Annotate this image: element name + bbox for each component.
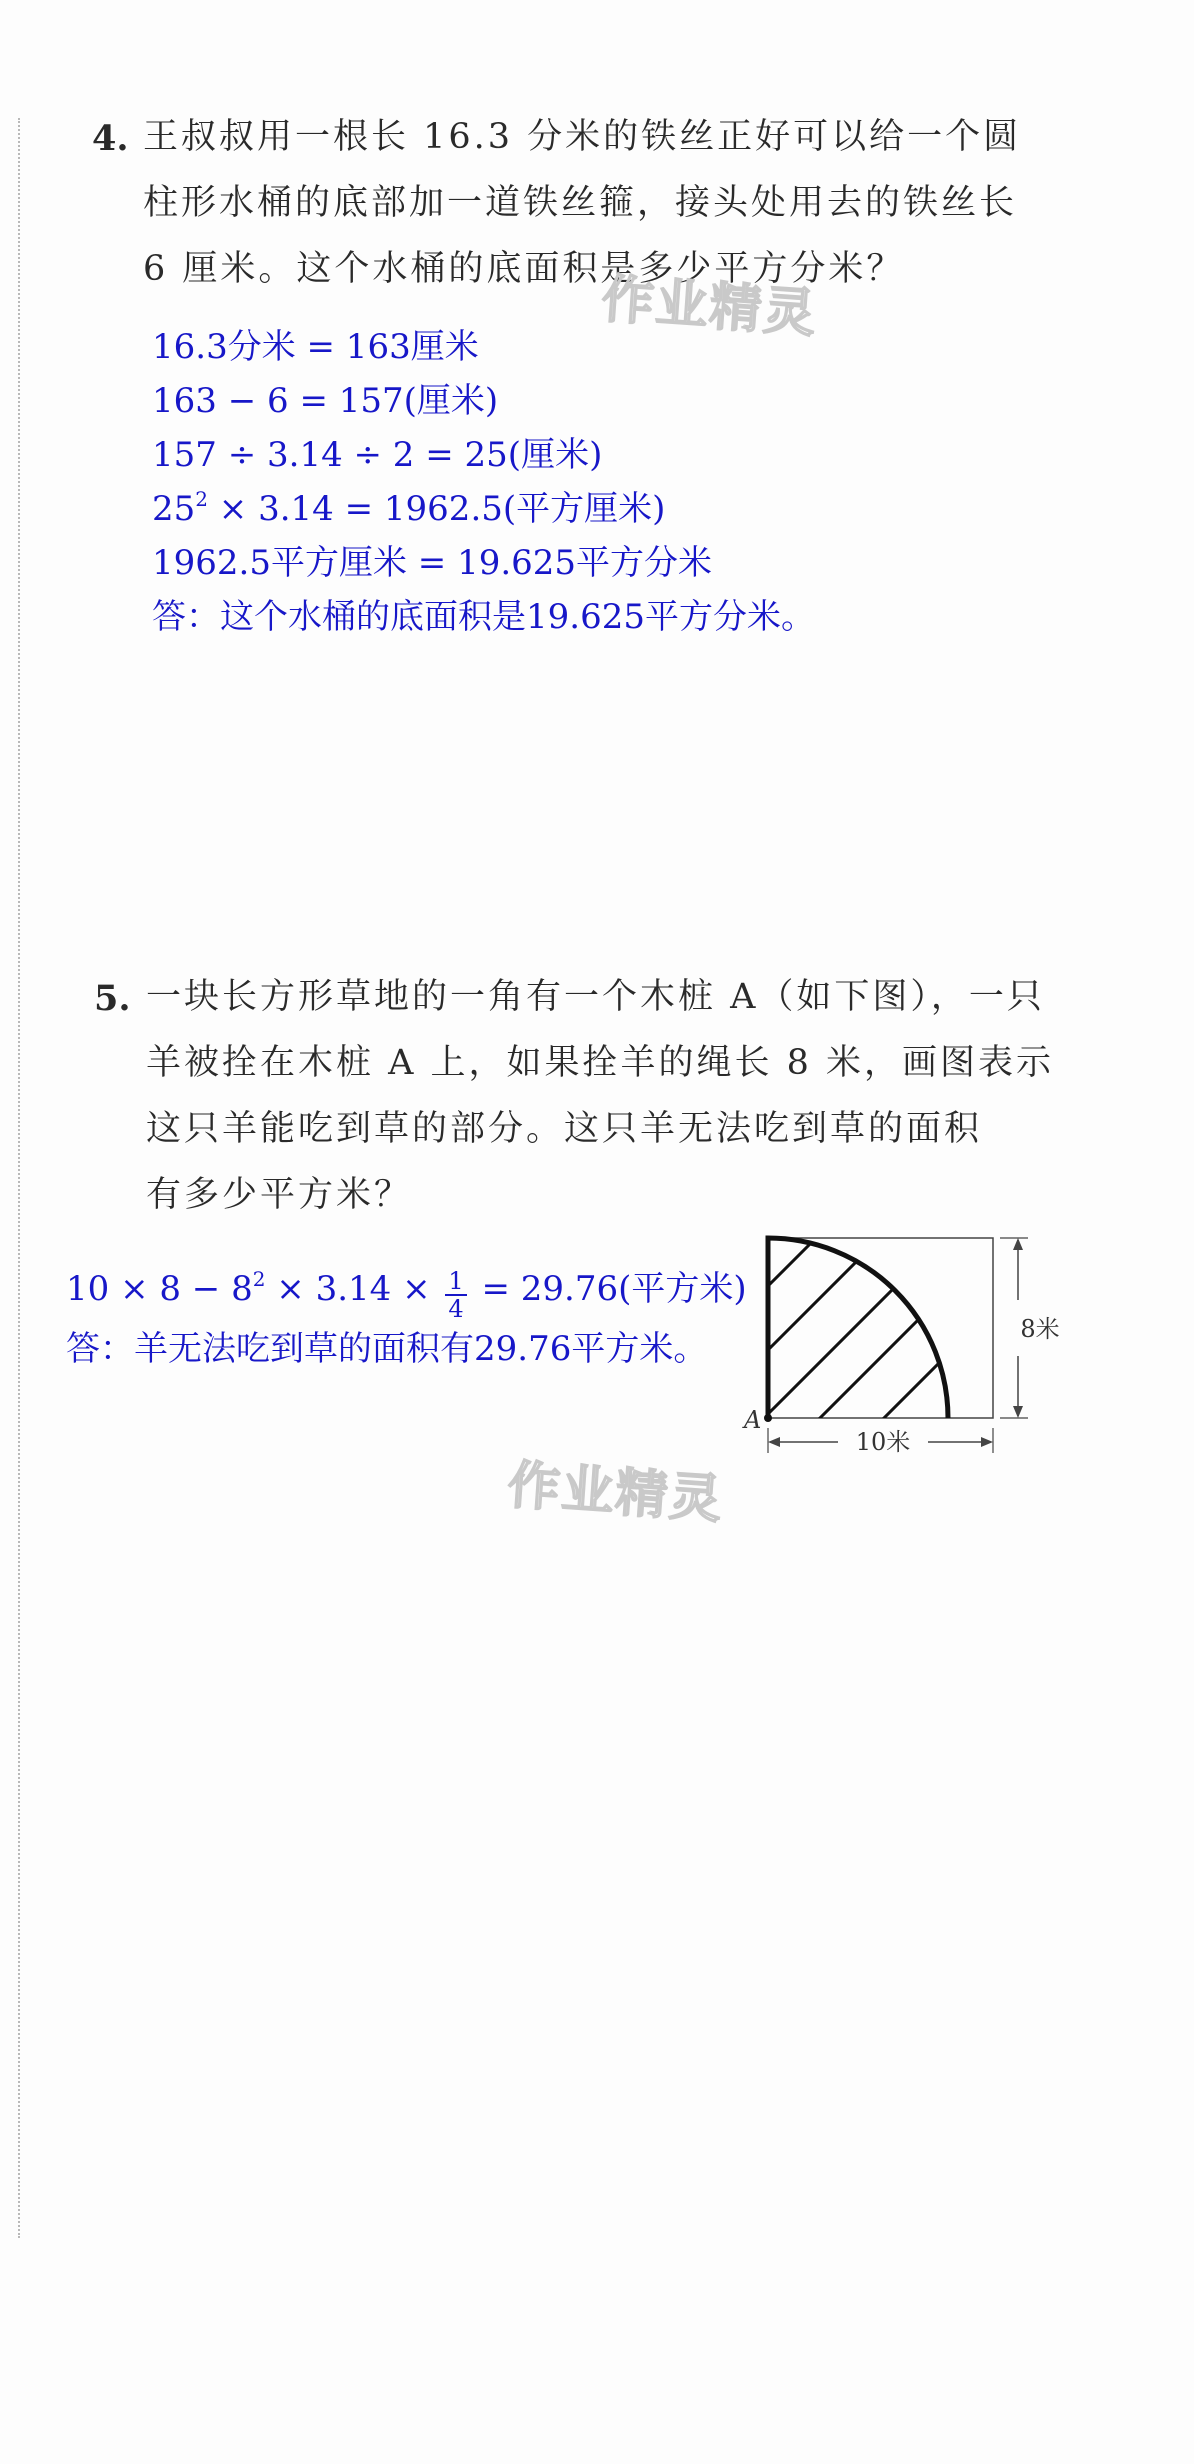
q4-line-2: 柱形水桶的底部加一道铁丝箍，接头处用去的铁丝长: [143, 183, 1018, 223]
q5-line-1: 一块长方形草地的一角有一个木桩 A（如下图），一只: [146, 977, 1045, 1017]
rope-arc: [768, 1238, 948, 1418]
q4-line-1: 王叔叔用一根长 16.3 分米的铁丝正好可以给一个圆: [143, 117, 1022, 157]
formula-part-3: = 29.76(平方米): [470, 1269, 747, 1309]
stake-a-point: [764, 1414, 772, 1422]
fraction-numerator: 1: [445, 1268, 466, 1296]
q4-number: 4.: [92, 118, 129, 159]
fraction-one-quarter: [445, 1268, 466, 1322]
pow-rest: × 3.14 = 1962.5(平方厘米): [208, 489, 666, 529]
binding-dotted-line: [18, 118, 20, 2238]
q5-formula: [66, 1262, 747, 1322]
q4-answer-line-4: [152, 482, 815, 536]
pow-base: 25: [152, 489, 196, 529]
lawn-diagram: [738, 1228, 1068, 1468]
q4-answer-line-3: 157 ÷ 3.14 ÷ 2 = 25(厘米): [152, 435, 603, 475]
q5-text: [146, 964, 1076, 1228]
width-label: 10米: [855, 1428, 911, 1456]
q4-answer-line-5: 1962.5平方厘米 = 19.625平方分米: [152, 543, 713, 583]
lawn-rectangle: [768, 1238, 993, 1418]
formula-part-1: 10 × 8 − 8: [66, 1269, 253, 1309]
q4-answer-line-6: 答：这个水桶的底面积是19.625平方分米。: [152, 597, 815, 637]
q4-answer-line-2: 163 − 6 = 157(厘米): [152, 381, 499, 421]
q5-line-4: 有多少平方米？: [146, 1175, 413, 1215]
q4-answer-line-1: 16.3分米 = 163厘米: [152, 327, 479, 367]
fraction-denominator: 4: [448, 1295, 464, 1323]
q4-answer: [152, 320, 815, 644]
formula-exponent: 2: [252, 1267, 266, 1291]
pow-exponent: 2: [195, 487, 208, 511]
height-label: 8米: [1020, 1315, 1060, 1343]
watermark: 作业精灵: [599, 269, 820, 345]
q5-answer: [66, 1262, 747, 1376]
formula-part-2: × 3.14 ×: [265, 1269, 442, 1309]
q5-line-3: 这只羊能吃到草的部分。这只羊无法吃到草的面积: [146, 1109, 983, 1149]
reachable-area-hatching: [768, 1234, 1038, 1424]
q5-line-2: 羊被拴在木桩 A 上，如果拴羊的绳长 8 米，画图表示: [146, 1043, 1055, 1083]
q4-line-3: 6 厘米。这个水桶的底面积是多少平方分米？: [143, 249, 905, 289]
q5-answer-text: 答：羊无法吃到草的面积有29.76平方米。: [66, 1329, 708, 1369]
watermark: 作业精灵: [505, 1455, 726, 1531]
q5-number: 5.: [94, 978, 131, 1019]
point-a-label: A: [744, 1406, 762, 1434]
